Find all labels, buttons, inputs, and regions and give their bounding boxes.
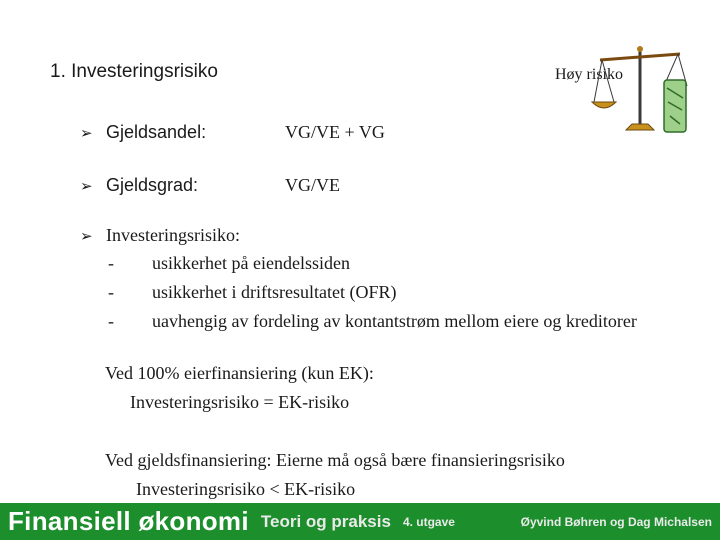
bullet-label: Investeringsrisiko: (106, 225, 240, 245)
arrow-bullet-icon: ➢ (80, 177, 93, 195)
arrow-bullet-icon: ➢ (80, 124, 93, 142)
balance-scale-icon (590, 40, 690, 140)
paragraph-line: Investeringsrisiko = EK-risiko (130, 392, 350, 412)
bullet-gjeldsgrad (80, 175, 198, 196)
sub-item-text: usikkerhet i driftsresultatet (OFR) (152, 282, 397, 302)
bullet-investeringsrisiko (80, 225, 240, 246)
bullet-value: VG/VE (285, 175, 340, 195)
sub-item-dash: - (108, 311, 114, 331)
bullet-value: VG/VE + VG (285, 122, 385, 142)
bullet-label: Gjeldsgrad: (106, 175, 199, 195)
sub-item (108, 282, 396, 303)
paragraph-line: Ved 100% eierfinansiering (kun EK): (105, 363, 374, 383)
sub-item-text: usikkerhet på eiendelssiden (152, 253, 350, 273)
footer-subtitle: Teori og praksis (260, 511, 391, 531)
footer-edition: 4. utgave (402, 514, 455, 529)
paragraph-line: Investeringsrisiko < EK-risiko (136, 479, 356, 499)
paragraph-line: Ved gjeldsfinansiering: Eierne må også bære finansieringsrisiko (105, 450, 565, 470)
sub-item (108, 311, 637, 332)
footer-banner (0, 503, 720, 540)
risk-label: Høy risiko (555, 66, 623, 83)
bullet-gjeldsandel (80, 122, 206, 143)
sub-item-text: uavhengig av fordeling av kontantstrøm mellom eiere og kreditorer (152, 311, 637, 331)
sub-item-dash: - (108, 253, 114, 273)
slide-title: 1. Investeringsrisiko (50, 61, 218, 82)
bullet-label: Gjeldsandel: (106, 122, 207, 142)
sub-item-dash: - (108, 282, 114, 302)
arrow-bullet-icon: ➢ (80, 227, 93, 245)
footer-brand: Finansiell økonomi (8, 506, 249, 536)
footer-authors: Øyvind Bøhren og Dag Michalsen (520, 514, 712, 529)
sub-item (108, 253, 350, 274)
